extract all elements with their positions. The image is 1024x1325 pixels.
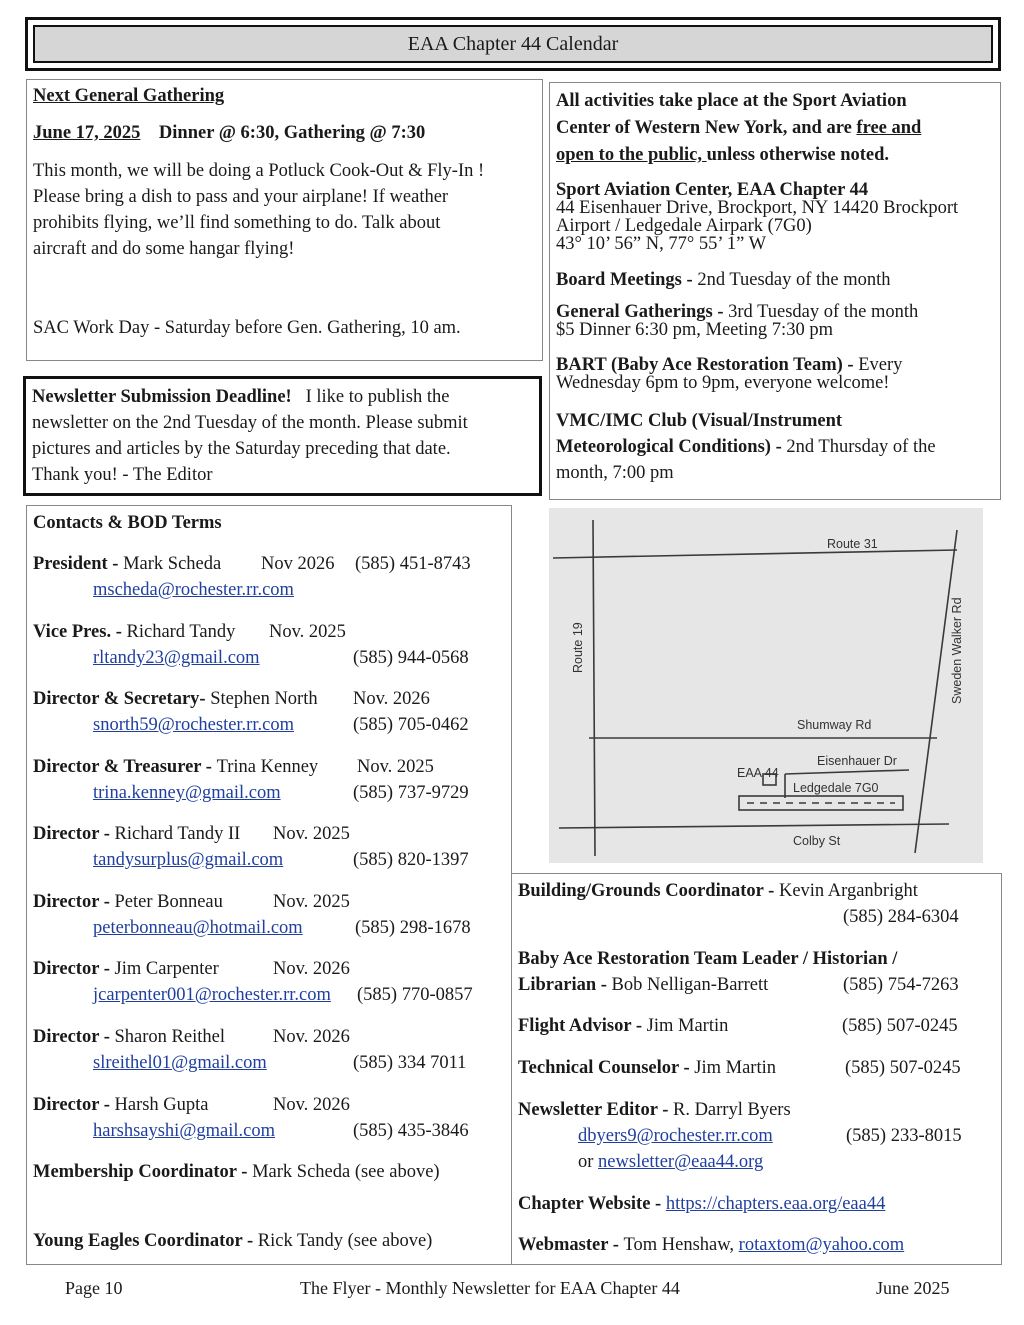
eaa44-label: EAA 44 (737, 766, 779, 780)
activities-intro-2b: free and (856, 118, 922, 138)
tech-counselor-name: Jim Martin (694, 1058, 777, 1078)
contact-email-link[interactable]: trina.kenney@gmail.com (93, 783, 281, 803)
contact-phone: (585) 820-1397 (353, 850, 469, 870)
contact-role: Director - (33, 1027, 115, 1047)
building-name: Kevin Arganbright (778, 881, 918, 901)
location-map-drawing (549, 508, 983, 863)
contact-phone: (585) 737-9729 (353, 783, 469, 803)
vmc-line-3: month, 7:00 pm (556, 463, 674, 483)
deadline-box (23, 376, 542, 496)
deadline-line-3: pictures and articles by the Saturday preceding that date. (32, 439, 451, 459)
bart-line-2: Wednesday 6pm to 9pm, everyone welcome! (556, 373, 890, 393)
coordinators-box (511, 873, 1002, 1265)
activities-box (549, 82, 1001, 500)
bart-label: BART (Baby Ace Restoration Team) - (556, 355, 859, 375)
baby-ace-name: Bob Nelligan-Barrett (611, 975, 769, 995)
flight-advisor-label: Flight Advisor - (518, 1016, 647, 1036)
location-map (549, 508, 983, 863)
contact-role: Director - (33, 892, 115, 912)
contact-phone: (585) 705-0462 (353, 715, 469, 735)
contact-role: Director & Treasurer - (33, 757, 217, 777)
contact-email-link[interactable]: slreithel01@gmail.com (93, 1053, 267, 1073)
contact-term: Nov. 2025 (273, 824, 350, 844)
membership-value: Mark Scheda (see above) (252, 1162, 440, 1182)
deadline-line-4: Thank you! - The Editor (32, 465, 213, 485)
page-title-text: EAA Chapter 44 Calendar (407, 32, 619, 55)
activities-intro-3b: unless otherwise noted. (706, 145, 890, 165)
contact-email-link[interactable]: harshsayshi@gmail.com (93, 1121, 275, 1141)
contact-phone: (585) 770-0857 (357, 985, 473, 1005)
deadline-line-1: I like to publish the (305, 387, 450, 407)
contact-phone: (585) 944-0568 (353, 648, 469, 668)
eisenhauer-label: Eisenhauer Dr (817, 754, 897, 768)
editor-email-link[interactable]: dbyers9@rochester.rr.com (578, 1126, 773, 1146)
building-label: Building/Grounds Coordinator - (518, 881, 779, 901)
contact-role: Director & Secretary- (33, 689, 211, 709)
building-phone: (585) 284-6304 (843, 907, 959, 927)
activities-intro-1: All activities take place at the Sport Aviation (556, 91, 907, 111)
contact-role: Director - (33, 1095, 115, 1115)
center-line-2: Airport / Ledgedale Airpark (7G0) (556, 216, 812, 236)
contact-name: Trina Kenney (216, 757, 319, 777)
deadline-heading: Newsletter Submission Deadline! (32, 387, 292, 407)
general-line-2: $5 Dinner 6:30 pm, Meeting 7:30 pm (556, 320, 833, 340)
board-value: 2nd Tuesday of the month (697, 270, 891, 290)
contact-phone: (585) 435-3846 (353, 1121, 469, 1141)
vmc-label-2: Meteorological Conditions) - (556, 437, 787, 457)
contacts-heading: Contacts & BOD Terms (33, 513, 222, 533)
baby-ace-label: Baby Ace Restoration Team Leader / Historian / (518, 949, 898, 969)
contact-term: Nov. 2025 (357, 757, 434, 777)
contact-email-link[interactable]: peterbonneau@hotmail.com (93, 918, 303, 938)
editor-or: or (578, 1152, 599, 1172)
gathering-body-1: This month, we will be doing a Potluck Cook-Out & Fly-In ! (33, 161, 485, 181)
contact-term: Nov. 2026 (353, 689, 430, 709)
gathering-body-4: aircraft and do some hangar flying! (33, 239, 295, 259)
gathering-times: Dinner @ 6:30, Gathering @ 7:30 (158, 123, 426, 143)
colby-label: Colby St (793, 834, 841, 848)
contact-email-link[interactable]: rltandy23@gmail.com (93, 648, 260, 668)
general-value: 3rd Tuesday of the month (728, 302, 919, 322)
center-heading: Sport Aviation Center, EAA Chapter 44 (556, 180, 869, 200)
gathering-box (26, 79, 543, 361)
page-title (33, 25, 993, 63)
route-31-label: Route 31 (827, 537, 878, 551)
website-label: Chapter Website - (518, 1194, 666, 1214)
board-label: Board Meetings - (556, 270, 698, 290)
center-line-1: 44 Eisenhauer Drive, Brockport, NY 14420 Brockport (556, 198, 959, 218)
gathering-body-2: Please bring a dish to pass and your airplane! If weather (33, 187, 449, 207)
editor-label: Newsletter Editor - (518, 1100, 673, 1120)
contact-name: Jim Carpenter (114, 959, 219, 979)
footer-newsletter-title: The Flyer - Monthly Newsletter for EAA Chapter 44 (300, 1278, 680, 1298)
gathering-body-3: prohibits flying, we’ll find something to do. Talk about (33, 213, 441, 233)
deadline-line-2: newsletter on the 2nd Tuesday of the month. Please submit (32, 413, 468, 433)
contact-term: Nov 2026 (261, 554, 335, 574)
editor-phone: (585) 233-8015 (846, 1126, 962, 1146)
sweden-walker-label: Sweden Walker Rd (950, 597, 964, 704)
center-line-3: 43° 10’ 56” N, 77° 55’ 1” W (556, 234, 767, 254)
contact-phone: (585) 334 7011 (353, 1053, 467, 1073)
vmc-value-2: 2nd Thursday of the (786, 437, 936, 457)
footer-date: June 2025 (876, 1278, 950, 1298)
flight-advisor-phone: (585) 507-0245 (842, 1016, 958, 1036)
tech-counselor-label: Technical Counselor - (518, 1058, 695, 1078)
gathering-heading: Next General Gathering (33, 86, 225, 106)
contact-term: Nov. 2025 (273, 892, 350, 912)
contact-name: Richard Tandy (126, 622, 236, 642)
contacts-box (26, 505, 512, 1265)
ledgedale-label: Ledgedale 7G0 (793, 781, 879, 795)
workday-note: SAC Work Day - Saturday before Gen. Gathering, 10 am. (33, 318, 461, 338)
editor-name: R. Darryl Byers (672, 1100, 791, 1120)
contact-phone: (585) 451-8743 (355, 554, 471, 574)
contact-term: Nov. 2026 (273, 1095, 350, 1115)
baby-ace-phone: (585) 754-7263 (843, 975, 959, 995)
vmc-line-1: VMC/IMC Club (Visual/Instrument (556, 411, 843, 431)
gathering-date: June 17, 2025 (33, 123, 141, 143)
contact-role: Director - (33, 824, 115, 844)
contact-role: President - (33, 554, 124, 574)
contact-name: Harsh Gupta (114, 1095, 209, 1115)
contact-email-link[interactable]: mscheda@rochester.rr.com (93, 580, 294, 600)
librarian-label: Librarian - (518, 975, 612, 995)
young-eagles-label: Young Eagles Coordinator - (33, 1231, 258, 1251)
contact-name: Stephen North (210, 689, 318, 709)
contact-email-link[interactable]: tandysurplus@gmail.com (93, 850, 284, 870)
contact-name: Peter Bonneau (114, 892, 223, 912)
footer-page-number: Page 10 (65, 1278, 123, 1298)
contact-phone: (585) 298-1678 (355, 918, 471, 938)
route-19-label: Route 19 (571, 622, 585, 673)
contact-email-link[interactable]: jcarpenter001@rochester.rr.com (93, 985, 331, 1005)
shumway-label: Shumway Rd (797, 718, 872, 732)
flight-advisor-name: Jim Martin (646, 1016, 729, 1036)
newsletter-email-link[interactable]: newsletter@eaa44.org (598, 1152, 764, 1172)
contact-role: Vice Pres. - (33, 622, 127, 642)
webmaster-name: Tom Henshaw, (623, 1235, 739, 1255)
tech-counselor-phone: (585) 507-0245 (845, 1058, 961, 1078)
activities-intro-3a: open to the public, (556, 145, 707, 165)
contact-term: Nov. 2025 (269, 622, 346, 642)
contact-name: Mark Scheda (123, 554, 222, 574)
contact-term: Nov. 2026 (273, 1027, 350, 1047)
activities-intro-2a: Center of Western New York, and are (556, 118, 857, 138)
contact-term: Nov. 2026 (273, 959, 350, 979)
contact-name: Sharon Reithel (114, 1027, 225, 1047)
webmaster-email-link[interactable]: rotaxtom@yahoo.com (738, 1235, 905, 1255)
contact-role: Director - (33, 959, 115, 979)
general-label: General Gatherings - (556, 302, 729, 322)
membership-label: Membership Coordinator - (33, 1162, 253, 1182)
chapter-website-link[interactable]: https://chapters.eaa.org/eaa44 (665, 1194, 886, 1214)
webmaster-label: Webmaster - (518, 1235, 624, 1255)
contact-name: Richard Tandy II (114, 824, 241, 844)
young-eagles-value: Rick Tandy (see above) (257, 1231, 433, 1251)
bart-value: Every (858, 355, 903, 375)
contact-email-link[interactable]: snorth59@rochester.rr.com (93, 715, 294, 735)
